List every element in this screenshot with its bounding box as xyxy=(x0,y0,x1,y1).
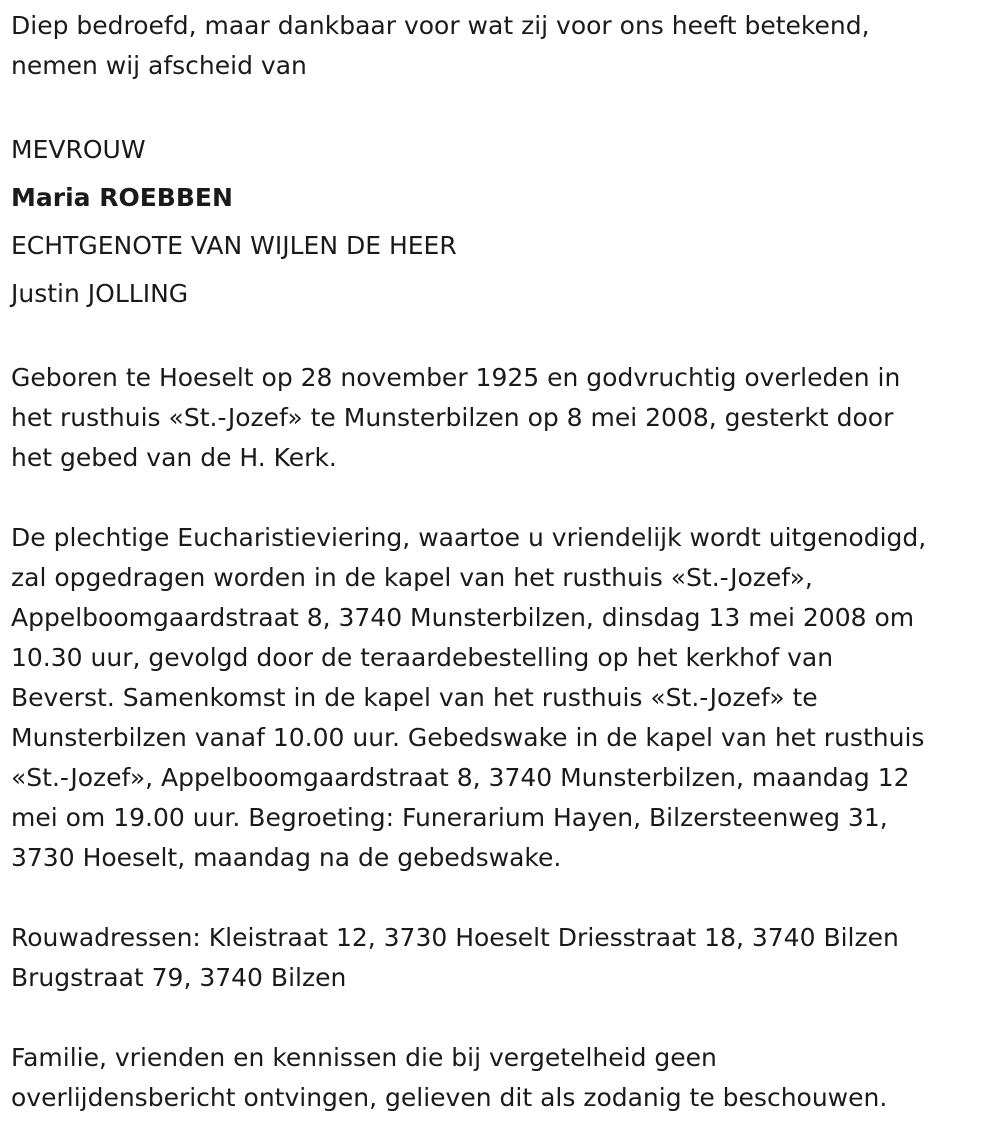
title-prefix: MEVROUW xyxy=(11,135,146,164)
text-line: nemen wij afscheid van xyxy=(11,51,307,80)
text-line: 10.30 uur, gevolgd door de teraardebestelling op het kerkhof van xyxy=(11,643,834,672)
text-line: 3730 Hoeselt, maandag na de gebedswake. xyxy=(11,843,562,872)
closing-paragraph xyxy=(11,1038,991,1118)
text-line: De plechtige Eucharistieviering, waartoe u vriendelijk wordt uitgenodigd, xyxy=(11,523,927,552)
spouse-label: ECHTGENOTE VAN WIJLEN DE HEER xyxy=(11,231,457,260)
text-line: Munsterbilzen vanaf 10.00 uur. Gebedswake in de kapel van het rusthuis xyxy=(11,723,925,752)
text-line: mei om 19.00 uur. Begroeting: Funerarium Hayen, Bilzersteenweg 31, xyxy=(11,803,888,832)
text-line: overlijdensbericht ontvingen, gelieven dit als zodanig te beschouwen. xyxy=(11,1083,888,1112)
intro-paragraph xyxy=(11,6,991,86)
name-block xyxy=(11,126,991,318)
birth-death-paragraph xyxy=(11,358,991,478)
deceased-name: Maria ROEBBEN xyxy=(11,183,233,212)
text-line: Brugstraat 79, 3740 Bilzen xyxy=(11,963,347,992)
text-line: Rouwadressen: Kleistraat 12, 3730 Hoeselt Driesstraat 18, 3740 Bilzen xyxy=(11,923,899,952)
text-line: Diep bedroefd, maar dankbaar voor wat zij voor ons heeft betekend, xyxy=(11,11,870,40)
death-notice xyxy=(11,6,991,1118)
addresses-paragraph xyxy=(11,918,991,998)
text-line: Familie, vrienden en kennissen die bij vergetelheid geen xyxy=(11,1043,717,1072)
text-line: het rusthuis «St.-Jozef» te Munsterbilzen op 8 mei 2008, gesterkt door xyxy=(11,403,894,432)
text-line: Appelboomgaardstraat 8, 3740 Munsterbilzen, dinsdag 13 mei 2008 om xyxy=(11,603,915,632)
text-line: Geboren te Hoeselt op 28 november 1925 en godvruchtig overleden in xyxy=(11,363,901,392)
ceremony-paragraph xyxy=(11,518,991,878)
text-line: zal opgedragen worden in de kapel van het rusthuis «St.-Jozef», xyxy=(11,563,813,592)
spouse-name: Justin JOLLING xyxy=(11,279,189,308)
text-line: «St.-Jozef», Appelboomgaardstraat 8, 3740 Munsterbilzen, maandag 12 xyxy=(11,763,910,792)
text-line: Beverst. Samenkomst in de kapel van het rusthuis «St.-Jozef» te xyxy=(11,683,818,712)
text-line: het gebed van de H. Kerk. xyxy=(11,443,337,472)
